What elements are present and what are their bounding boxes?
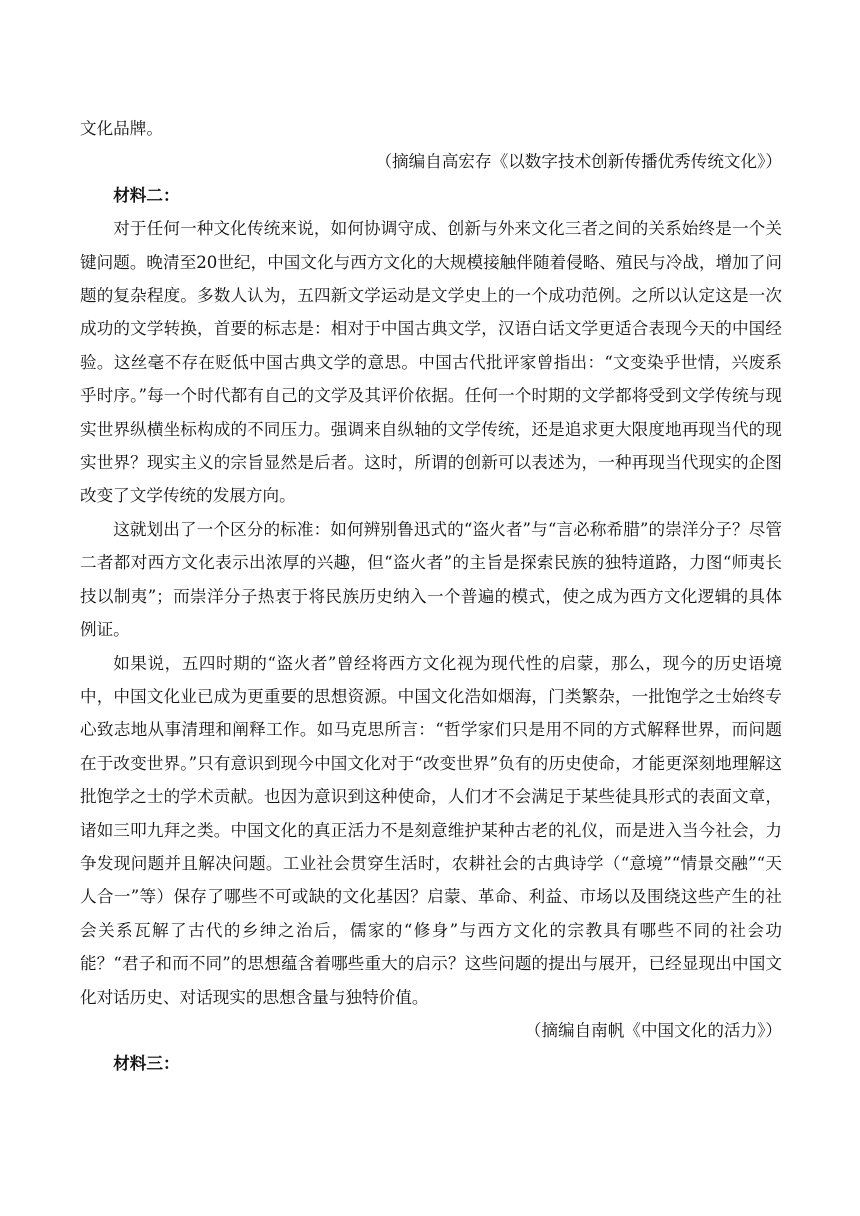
material-two-paragraph-2: 这就划出了一个区分的标准：如何辨别鲁迅式的“盗火者”与“言必称希腊”的崇洋分子？尽管二者都对西方文化表示出浓厚的兴趣，但“盗火者”的主旨是探索民族的独特道路，力图“师夷长技以制夷”；而崇洋分子热衷于将民族历史纳入一个普遍的模式，使之成为西方文化逻辑的具体例证。 <box>80 519 782 640</box>
continuation-text: 文化品牌。 <box>80 119 163 138</box>
material-two-paragraph-3: 如果说，五四时期的“盗火者”曾经将西方文化视为现代性的启蒙，那么，现今的历史语境中，中国文化业已成为更重要的思想资源。中国文化浩如烟海，门类繁杂，一批饱学之士始终专心致志地从事清理和阐释工作。如马克思所言：“哲学家们只是用不同的方式解释世界，而问题在于改变世界。”只有意识到现今中国文化对于“改变世界”负有的历史使命，才能更深刻地理解这批饱学之士的学术贡献。也因为意识到这种使命，人们才不会满足于某些徒具形式的表面文章，诸如三叩九拜之类。中国文化的真正活力不是刻意维护某种古老的礼仪，而是进入当今社会，力争发现问题并且解决问题。工业社会贯穿生活时，农耕社会的古典诗学（“意境”“情景交融”“天人合一”等）保存了哪些不可或缺的文化基因？启蒙、革命、利益、市场以及围绕这些产生的社会关系瓦解了古代的乡绅之治后，儒家的“修身”与西方文化的宗教具有哪些不同的社会功能？“君子和而不同”的思想蕴含着哪些重大的启示？这些问题的提出与展开，已经显现出中国文化对话历史、对话现实的思想含量与独特价值。 <box>80 653 782 1007</box>
source-citation-one: （摘编自高宏存《以数字技术创新传播优秀传统文化》） <box>375 152 782 172</box>
material-three-heading: 材料三： <box>113 1053 180 1074</box>
material-two-heading: 材料二： <box>113 184 180 205</box>
document-page <box>80 112 782 1081</box>
source-citation-two: （摘编自南帆《中国文化的活力》） <box>524 1020 782 1040</box>
material-two-paragraph-1: 对于任何一种文化传统来说，如何协调守成、创新与外来文化三者之间的关系始终是一个关键问题。晚清至20世纪，中国文化与西方文化的大规模接触伴随着侵略、殖民与冷战，增加了问题的复杂程度。多数人认为，五四新文学运动是文学史上的一个成功范例。之所以认定这是一次成功的文学转换，首要的标志是：相对于中国古典文学，汉语白话文学更适合表现今天的中国经验。这丝毫不存在贬低中国古典文学的意思。中国古代批评家曾指出：“文变染乎世情，兴废系乎时序。”每一个时代都有自己的文学及其评价依据。任何一个时期的文学都将受到文学传统与现实世界纵横坐标构成的不同压力。强调来自纵轴的文学传统，还是追求更大限度地再现当代的现实世界？现实主义的宗旨显然是后者。这时，所谓的创新可以表述为，一种再现当代现实的企图改变了文学传统的发展方向。 <box>80 219 782 506</box>
